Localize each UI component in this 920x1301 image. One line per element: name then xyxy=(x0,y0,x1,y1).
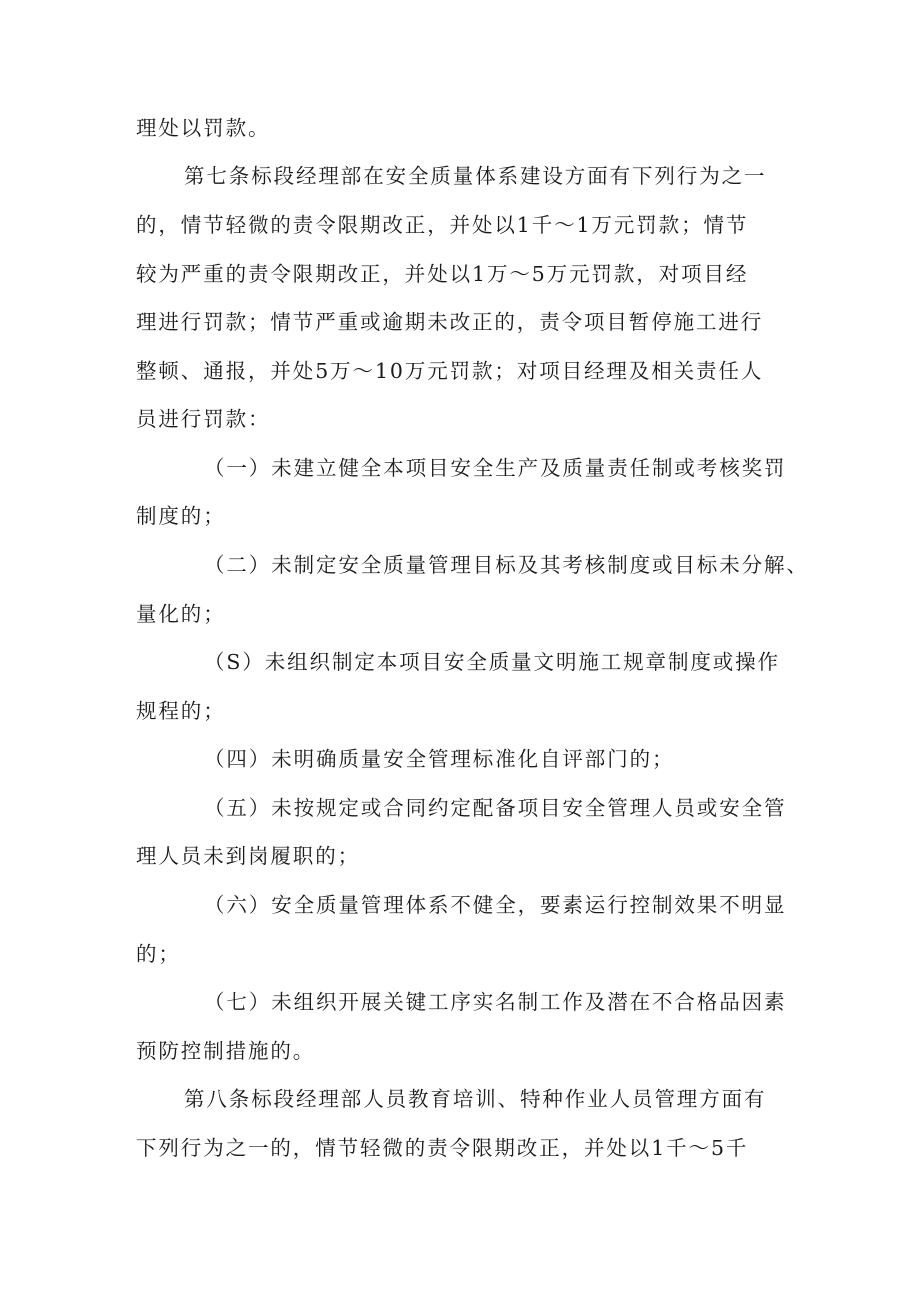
text-line: 预防控制措施的。 xyxy=(136,1039,316,1063)
text-line: 理人员未到岗履职的； xyxy=(136,844,360,868)
text-line: 量化的； xyxy=(136,602,226,626)
list-item-6: （六）安全质量管理体系不健全，要素运行控制效果不明显 xyxy=(204,893,787,917)
article-7-heading-line: 第七条标段经理部在安全质量体系建设方面有下列行为之一 xyxy=(184,164,767,188)
list-item-4: （四）未明确质量安全管理标准化自评部门的； xyxy=(204,747,675,771)
list-item-7: （七）未组织开展关键工序实名制工作及潜在不合格品因素 xyxy=(204,990,787,1014)
text-line: 理处以罚款。 xyxy=(136,116,271,140)
list-item-1: （一）未建立健全本项目安全生产及质量责任制或考核奖罚 xyxy=(204,456,787,480)
text-line: 制度的； xyxy=(136,504,226,528)
text-line: 的，情节轻微的责令限期改正，并处以1千～1万元罚款；情节 xyxy=(136,213,749,237)
text-line: 规程的； xyxy=(136,699,226,723)
text-line: 理进行罚款；情节严重或逾期未改正的，责令项目暂停施工进行 xyxy=(136,310,764,334)
text-line: 下列行为之一的，情节轻微的责令限期改正，并处以1千～5千 xyxy=(136,1136,749,1160)
list-item-5: （五）未按规定或合同约定配备项目安全管理人员或安全管 xyxy=(204,796,787,820)
text-line: 的； xyxy=(136,942,181,966)
list-item-2: （二）未制定安全质量管理目标及其考核制度或目标未分解、 xyxy=(204,553,809,577)
text-line: 员进行罚款： xyxy=(136,407,271,431)
list-item-3: （S）未组织制定本项目安全质量文明施工规章制度或操作 xyxy=(204,650,780,674)
text-line: 较为严重的责令限期改正，并处以1万～5万元罚款，对项目经 xyxy=(136,262,749,286)
article-8-heading-line: 第八条标段经理部人员教育培训、特种作业人员管理方面有 xyxy=(184,1087,767,1111)
text-line: 整顿、通报，并处5万～10万元罚款；对项目经理及相关责任人 xyxy=(136,359,764,383)
